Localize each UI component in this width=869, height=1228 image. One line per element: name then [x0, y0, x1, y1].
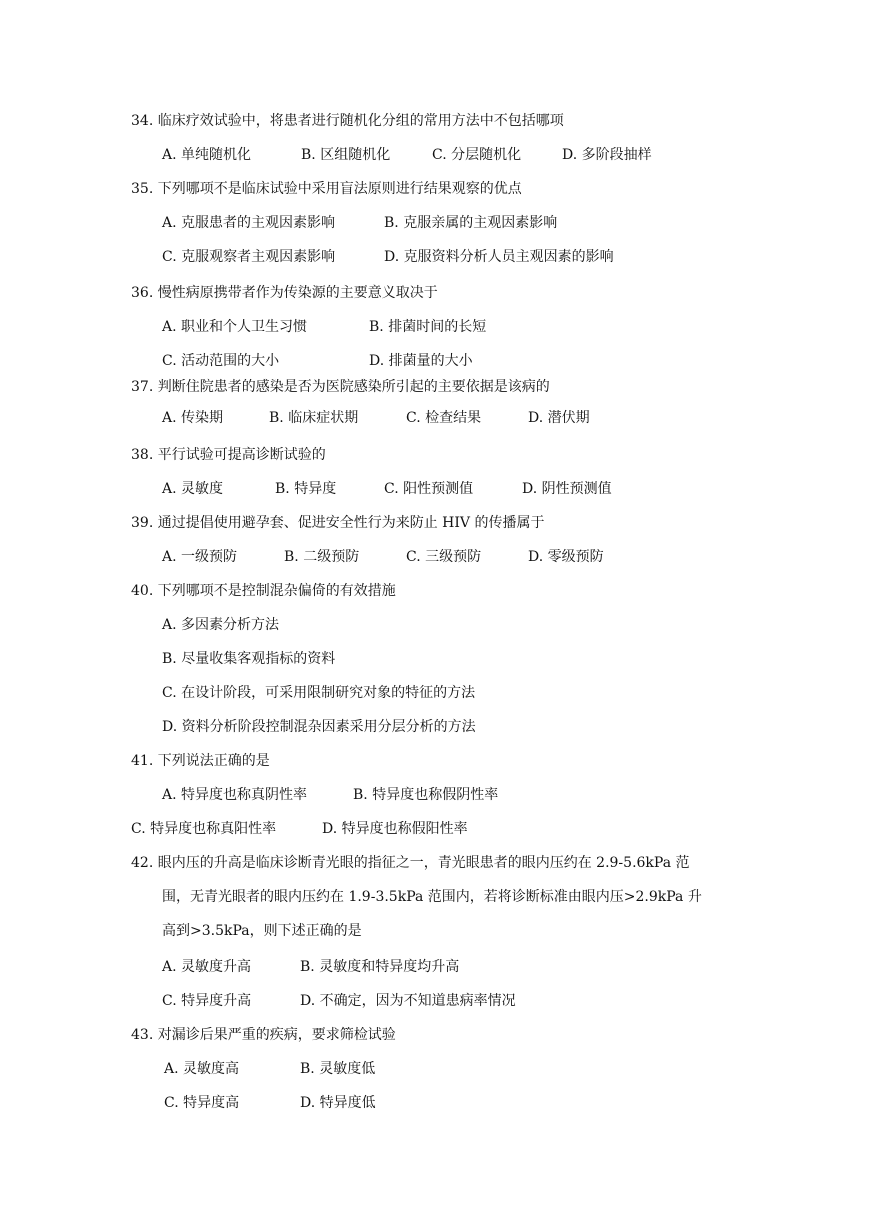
option-b: B. 二级预防 — [284, 549, 360, 565]
question-36-stem: 36. 慢性病原携带者作为传染源的主要意义取决于 — [131, 285, 438, 301]
option-c: C. 特异度升高 — [162, 993, 252, 1009]
question-42-stem-cont-2: 高到>3.5kPa，则下述正确的是 — [162, 923, 362, 939]
option-a: A. 职业和个人卫生习惯 — [162, 319, 308, 335]
option-d: D. 排菌量的大小 — [369, 353, 473, 369]
option-a: A. 特异度也称真阴性率 — [162, 787, 308, 803]
option-c: C. 检查结果 — [406, 410, 482, 426]
option-d: D. 潜伏期 — [528, 410, 590, 426]
option-c: C. 三级预防 — [406, 549, 482, 565]
option-b: B. 灵敏度和特异度均升高 — [300, 959, 460, 975]
option-c: C. 阳性预测值 — [384, 481, 474, 497]
question-42-stem-cont-1: 围，无青光眼者的眼内压约在 1.9-3.5kPa 范围内，若将诊断标准由眼内压>2.9kPa 升 — [162, 889, 702, 905]
option-c: C. 分层随机化 — [432, 147, 522, 163]
question-41-stem: 41. 下列说法正确的是 — [131, 753, 270, 769]
option-d: D. 阴性预测值 — [522, 481, 612, 497]
option-d: D. 特异度低 — [300, 1095, 376, 1111]
option-c: C. 特异度也称真阳性率 — [131, 821, 277, 837]
option-d: D. 零级预防 — [528, 549, 604, 565]
option-a: A. 灵敏度高 — [164, 1061, 240, 1077]
option-c: C. 在设计阶段，可采用限制研究对象的特征的方法 — [162, 685, 476, 701]
option-b: B. 临床症状期 — [269, 410, 359, 426]
option-a: A. 灵敏度升高 — [162, 959, 252, 975]
question-37-stem: 37. 判断住院患者的感染是否为医院感染所引起的主要依据是该病的 — [131, 379, 550, 395]
option-a: A. 多因素分析方法 — [162, 617, 280, 633]
question-43-stem: 43. 对漏诊后果严重的疾病，要求筛检试验 — [131, 1027, 396, 1043]
option-d: D. 不确定，因为不知道患病率情况 — [300, 993, 516, 1009]
question-38-stem: 38. 平行试验可提高诊断试验的 — [131, 447, 326, 463]
option-b: B. 克服亲属的主观因素影响 — [384, 215, 558, 231]
option-b: B. 特异度 — [275, 481, 337, 497]
question-40-stem: 40. 下列哪项不是控制混杂偏倚的有效措施 — [131, 583, 396, 599]
option-b: B. 灵敏度低 — [300, 1061, 376, 1077]
option-a: A. 一级预防 — [162, 549, 238, 565]
option-b: B. 特异度也称假阴性率 — [353, 787, 499, 803]
option-a: A. 灵敏度 — [162, 481, 224, 497]
option-c: C. 克服观察者主观因素影响 — [162, 249, 336, 265]
option-d: D. 资料分析阶段控制混杂因素采用分层分析的方法 — [162, 719, 476, 735]
option-d: D. 克服资料分析人员主观因素的影响 — [384, 249, 614, 265]
option-b: B. 尽量收集客观指标的资料 — [162, 651, 336, 667]
question-35-stem: 35. 下列哪项不是临床试验中采用盲法原则进行结果观察的优点 — [131, 181, 522, 197]
option-b: B. 区组随机化 — [301, 147, 391, 163]
option-d: D. 多阶段抽样 — [562, 147, 652, 163]
question-34-stem: 34. 临床疗效试验中，将患者进行随机化分组的常用方法中不包括哪项 — [131, 113, 564, 129]
option-a: A. 克服患者的主观因素影响 — [162, 215, 336, 231]
question-42-stem: 42. 眼内压的升高是临床诊断青光眼的指征之一，青光眼患者的眼内压约在 2.9-5.6kPa 范 — [131, 855, 690, 871]
option-a: A. 单纯随机化 — [162, 147, 252, 163]
option-a: A. 传染期 — [162, 410, 224, 426]
option-b: B. 排菌时间的长短 — [369, 319, 487, 335]
option-c: C. 活动范围的大小 — [162, 353, 280, 369]
option-d: D. 特异度也称假阳性率 — [322, 821, 468, 837]
option-c: C. 特异度高 — [164, 1095, 240, 1111]
question-39-stem: 39. 通过提倡使用避孕套、促进安全性行为来防止 HIV 的传播属于 — [131, 515, 545, 531]
